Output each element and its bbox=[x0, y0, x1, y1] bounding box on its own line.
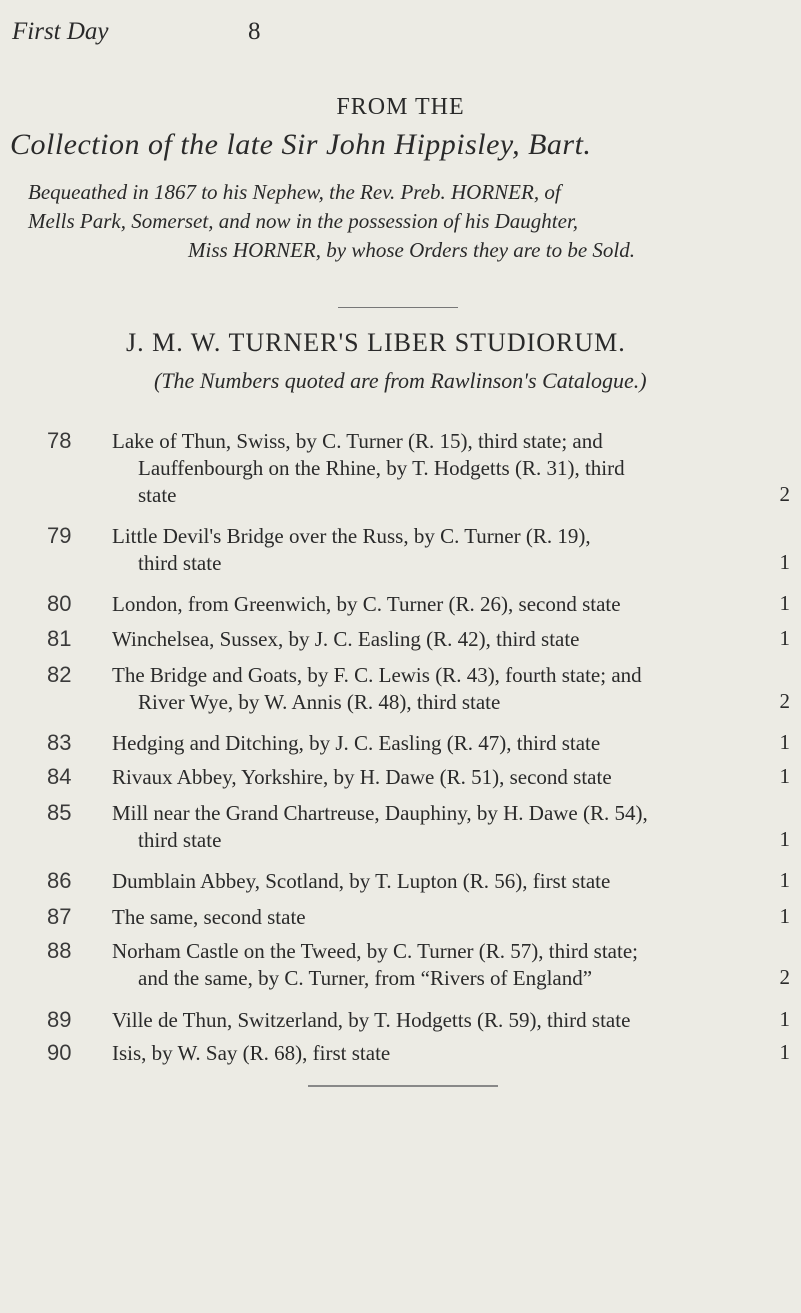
lot-description bbox=[112, 868, 762, 895]
lot-description-line: Rivaux Abbey, Yorkshire, by H. Dawe (R. 51), second state bbox=[112, 765, 612, 789]
lot-description-line: third state bbox=[138, 551, 222, 575]
lot-quantity: 2 bbox=[779, 482, 790, 506]
lot-description-line: state bbox=[138, 483, 177, 507]
lot-description-line: The Bridge and Goats, by F. C. Lewis (R. 43), fourth state; and bbox=[112, 663, 642, 687]
lot-description-line: Mill near the Grand Chartreuse, Dauphiny, by H. Dawe (R. 54), bbox=[112, 801, 648, 825]
lot-description bbox=[112, 730, 762, 757]
lot-description-line: Isis, by W. Say (R. 68), first state bbox=[112, 1041, 391, 1065]
lot-description bbox=[112, 428, 762, 509]
lot-description-line: River Wye, by W. Annis (R. 48), third state bbox=[138, 690, 501, 714]
lot-description bbox=[112, 938, 762, 992]
lot-number: 87 bbox=[47, 904, 72, 929]
lot-description bbox=[112, 591, 762, 618]
lot-quantity: 1 bbox=[779, 626, 790, 650]
lot-quantity: 1 bbox=[779, 550, 790, 574]
lot-description bbox=[112, 1040, 762, 1067]
lot-description bbox=[112, 800, 762, 854]
page-number: 8 bbox=[248, 18, 261, 45]
section-note: (The Numbers quoted are from Rawlinson's Catalogue.) bbox=[154, 368, 647, 393]
lot-number: 81 bbox=[47, 626, 72, 651]
lot-quantity: 1 bbox=[779, 868, 790, 892]
lot-description-line: third state bbox=[138, 828, 222, 852]
lot-number: 84 bbox=[47, 764, 72, 789]
lot-description-line: Little Devil's Bridge over the Russ, by C. Turner (R. 19), bbox=[112, 524, 591, 548]
lot-description bbox=[112, 764, 762, 791]
lot-description bbox=[112, 662, 762, 716]
lot-quantity: 1 bbox=[779, 730, 790, 754]
from-the-label: FROM THE bbox=[336, 94, 465, 120]
collection-title: Collection of the late Sir John Hippisley, Bart. bbox=[10, 128, 592, 161]
lot-quantity: 1 bbox=[779, 591, 790, 615]
lot-number: 83 bbox=[47, 730, 72, 755]
lot-number: 82 bbox=[47, 662, 72, 687]
lot-description-line: Norham Castle on the Tweed, by C. Turner (R. 57), third state; bbox=[112, 939, 638, 963]
lot-quantity: 2 bbox=[779, 689, 790, 713]
lot-quantity: 1 bbox=[779, 1040, 790, 1064]
lot-number: 85 bbox=[47, 800, 72, 825]
lot-quantity: 2 bbox=[779, 965, 790, 989]
lot-description-line: Winchelsea, Sussex, by J. C. Easling (R. 42), third state bbox=[112, 627, 580, 651]
lot-description-line: Hedging and Ditching, by J. C. Easling (R. 47), third state bbox=[112, 731, 601, 755]
lot-number: 88 bbox=[47, 938, 72, 963]
lot-number: 90 bbox=[47, 1040, 72, 1065]
lot-description-line: Lake of Thun, Swiss, by C. Turner (R. 15), third state; and bbox=[112, 429, 603, 453]
lot-number: 79 bbox=[47, 523, 72, 548]
end-rule bbox=[308, 1085, 498, 1087]
lot-description-line: Dumblain Abbey, Scotland, by T. Lupton (R. 56), first state bbox=[112, 869, 611, 893]
bequest-line: Mells Park, Somerset, and now in the possession of his Daughter, bbox=[28, 209, 579, 233]
lot-description-line: Lauffenbourgh on the Rhine, by T. Hodgetts (R. 31), third bbox=[138, 456, 625, 480]
lot-description bbox=[112, 626, 762, 653]
lot-quantity: 1 bbox=[779, 904, 790, 928]
running-title: First Day bbox=[12, 18, 109, 45]
lot-number: 86 bbox=[47, 868, 72, 893]
lot-description bbox=[112, 1007, 762, 1034]
lot-description-line: and the same, by C. Turner, from “Rivers of England” bbox=[138, 966, 593, 990]
lot-description bbox=[112, 904, 762, 931]
lot-number: 78 bbox=[47, 428, 72, 453]
bequest-line: Miss HORNER, by whose Orders they are to be Sold. bbox=[188, 238, 635, 262]
lot-description-line: Ville de Thun, Switzerland, by T. Hodgetts (R. 59), third state bbox=[112, 1008, 631, 1032]
lot-description-line: The same, second state bbox=[112, 905, 306, 929]
section-heading: J. M. W. TURNER'S LIBER STUDIORUM. bbox=[126, 328, 626, 357]
lot-description bbox=[112, 523, 762, 577]
lot-quantity: 1 bbox=[779, 764, 790, 788]
lot-number: 89 bbox=[47, 1007, 72, 1032]
lot-number: 80 bbox=[47, 591, 72, 616]
lot-description-line: London, from Greenwich, by C. Turner (R. 26), second state bbox=[112, 592, 621, 616]
lot-quantity: 1 bbox=[779, 827, 790, 851]
lot-quantity: 1 bbox=[779, 1007, 790, 1031]
bequest-line: Bequeathed in 1867 to his Nephew, the Rev. Preb. HORNER, of bbox=[28, 180, 561, 204]
